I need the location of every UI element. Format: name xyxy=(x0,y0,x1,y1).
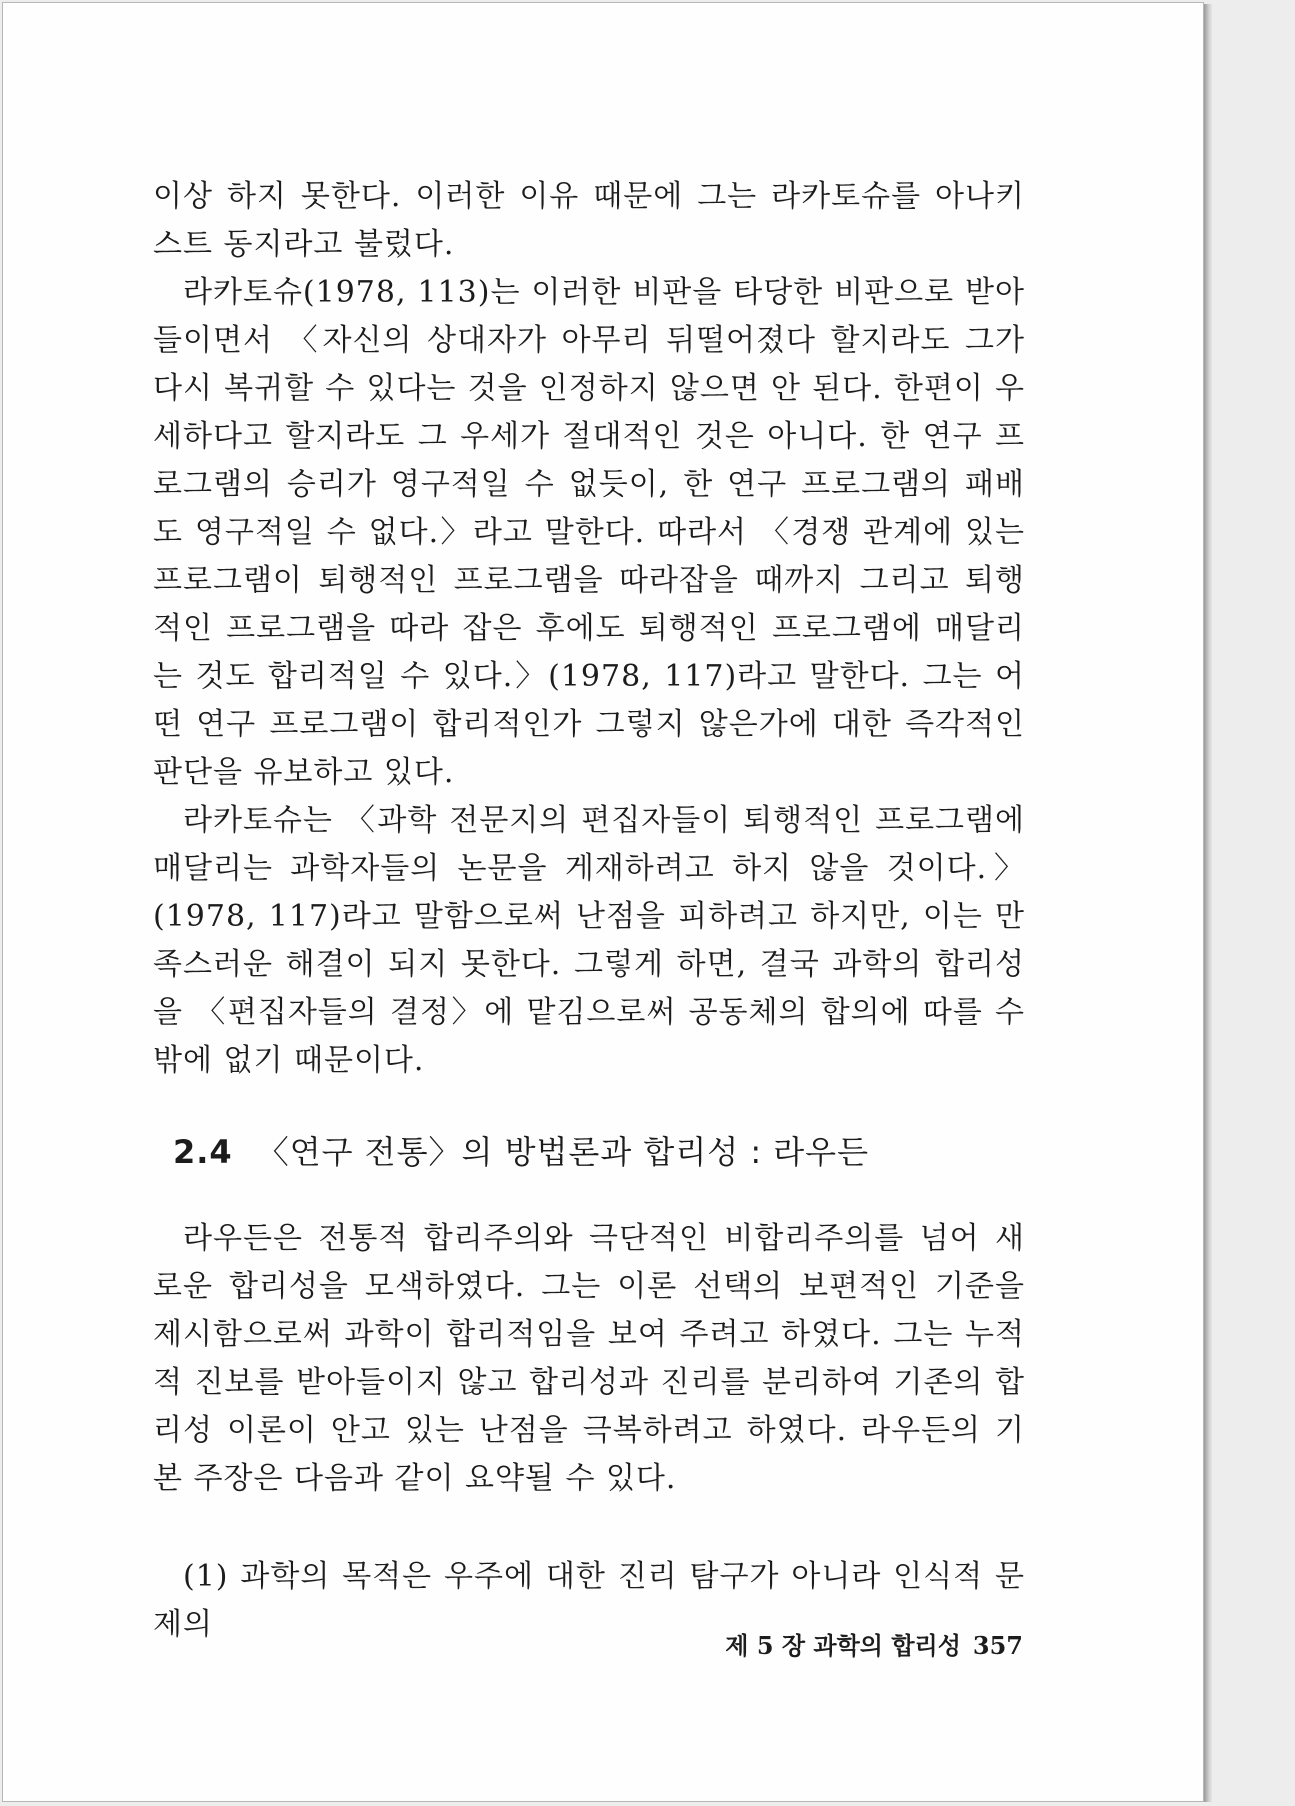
page-edge-shadow xyxy=(1204,4,1212,1802)
page-footer xyxy=(725,1626,1023,1661)
section-title: 〈연구 전통〉의 방법론과 합리성 : 라우든 xyxy=(256,1133,870,1171)
section-number: 2.4 xyxy=(173,1133,233,1171)
spacer xyxy=(153,1503,1025,1553)
page-number: 357 xyxy=(972,1631,1023,1660)
paragraph-2: 라카토슈(1978, 113)는 이러한 비판을 타당한 비판으로 받아들이면서 〈자신의 상대자가 아무리 뒤떨어졌다 할지라도 그가 다시 복귀할 수 있다는 것을 인정하지 않으면 안 된다. 한편이 우세하다고 할지라도 그 우세가 절대적인 것은 아니다. 한 연구 프로그램의 승리가 영구적일 수 없듯이, 한 연구 프로그램의 패배도 영구적일 수 없다.〉라고 말한다. 따라서 〈경쟁 관계에 있는 프로그램이 퇴행적인 프로그램을 따라잡을 때까지 그리고 퇴행적인 프로그램을 따라 잡은 후에도 퇴행적인 프로그램에 매달리는 것도 합리적일 수 있다.〉(1978, 117)라고 말한다. 그는 어떤 연구 프로그램이 합리적인가 그렇지 않은가에 대한 즉각적인 판단을 유보하고 있다. xyxy=(153,275,1025,790)
document-page xyxy=(2,2,1204,1802)
page-content xyxy=(153,173,1025,1649)
footer-chapter: 제 5 장 과학의 합리성 xyxy=(725,1631,961,1660)
paragraph-4: 라우든은 전통적 합리주의와 극단적인 비합리주의를 넘어 새로운 합리성을 모색하였다. 그는 이론 선택의 보편적인 기준을 제시함으로써 과학이 합리적임을 보여 주려고 하였다. 그는 누적적 진보를 받아들이지 않고 합리성과 진리를 분리하여 기존의 합리성 이론이 안고 있는 난점을 극복하려고 하였다. 라우든의 기본 주장은 다음과 같이 요약될 수 있다. xyxy=(153,1221,1025,1496)
list-item: (1) 과학의 목적은 우주에 대한 진리 탐구가 아니라 인식적 문제의 xyxy=(153,1559,1025,1642)
paragraph-1: 이상 하지 못한다. 이러한 이유 때문에 그는 라카토슈를 아나키스트 동지라고 불렀다. xyxy=(153,179,1025,262)
section-heading xyxy=(153,1107,1025,1197)
paragraph-3: 라카토슈는 〈과학 전문지의 편집자들이 퇴행적인 프로그램에 매달리는 과학자들의 논문을 게재하려고 하지 않을 것이다.〉(1978, 117)라고 말함으로써 난점을 피하려고 하지만, 이는 만족스러운 해결이 되지 못한다. 그렇게 하면, 결국 과학의 합리성을 〈편집자들의 결정〉에 맡김으로써 공동체의 합의에 따를 수밖에 없기 때문이다. xyxy=(153,803,1025,1078)
